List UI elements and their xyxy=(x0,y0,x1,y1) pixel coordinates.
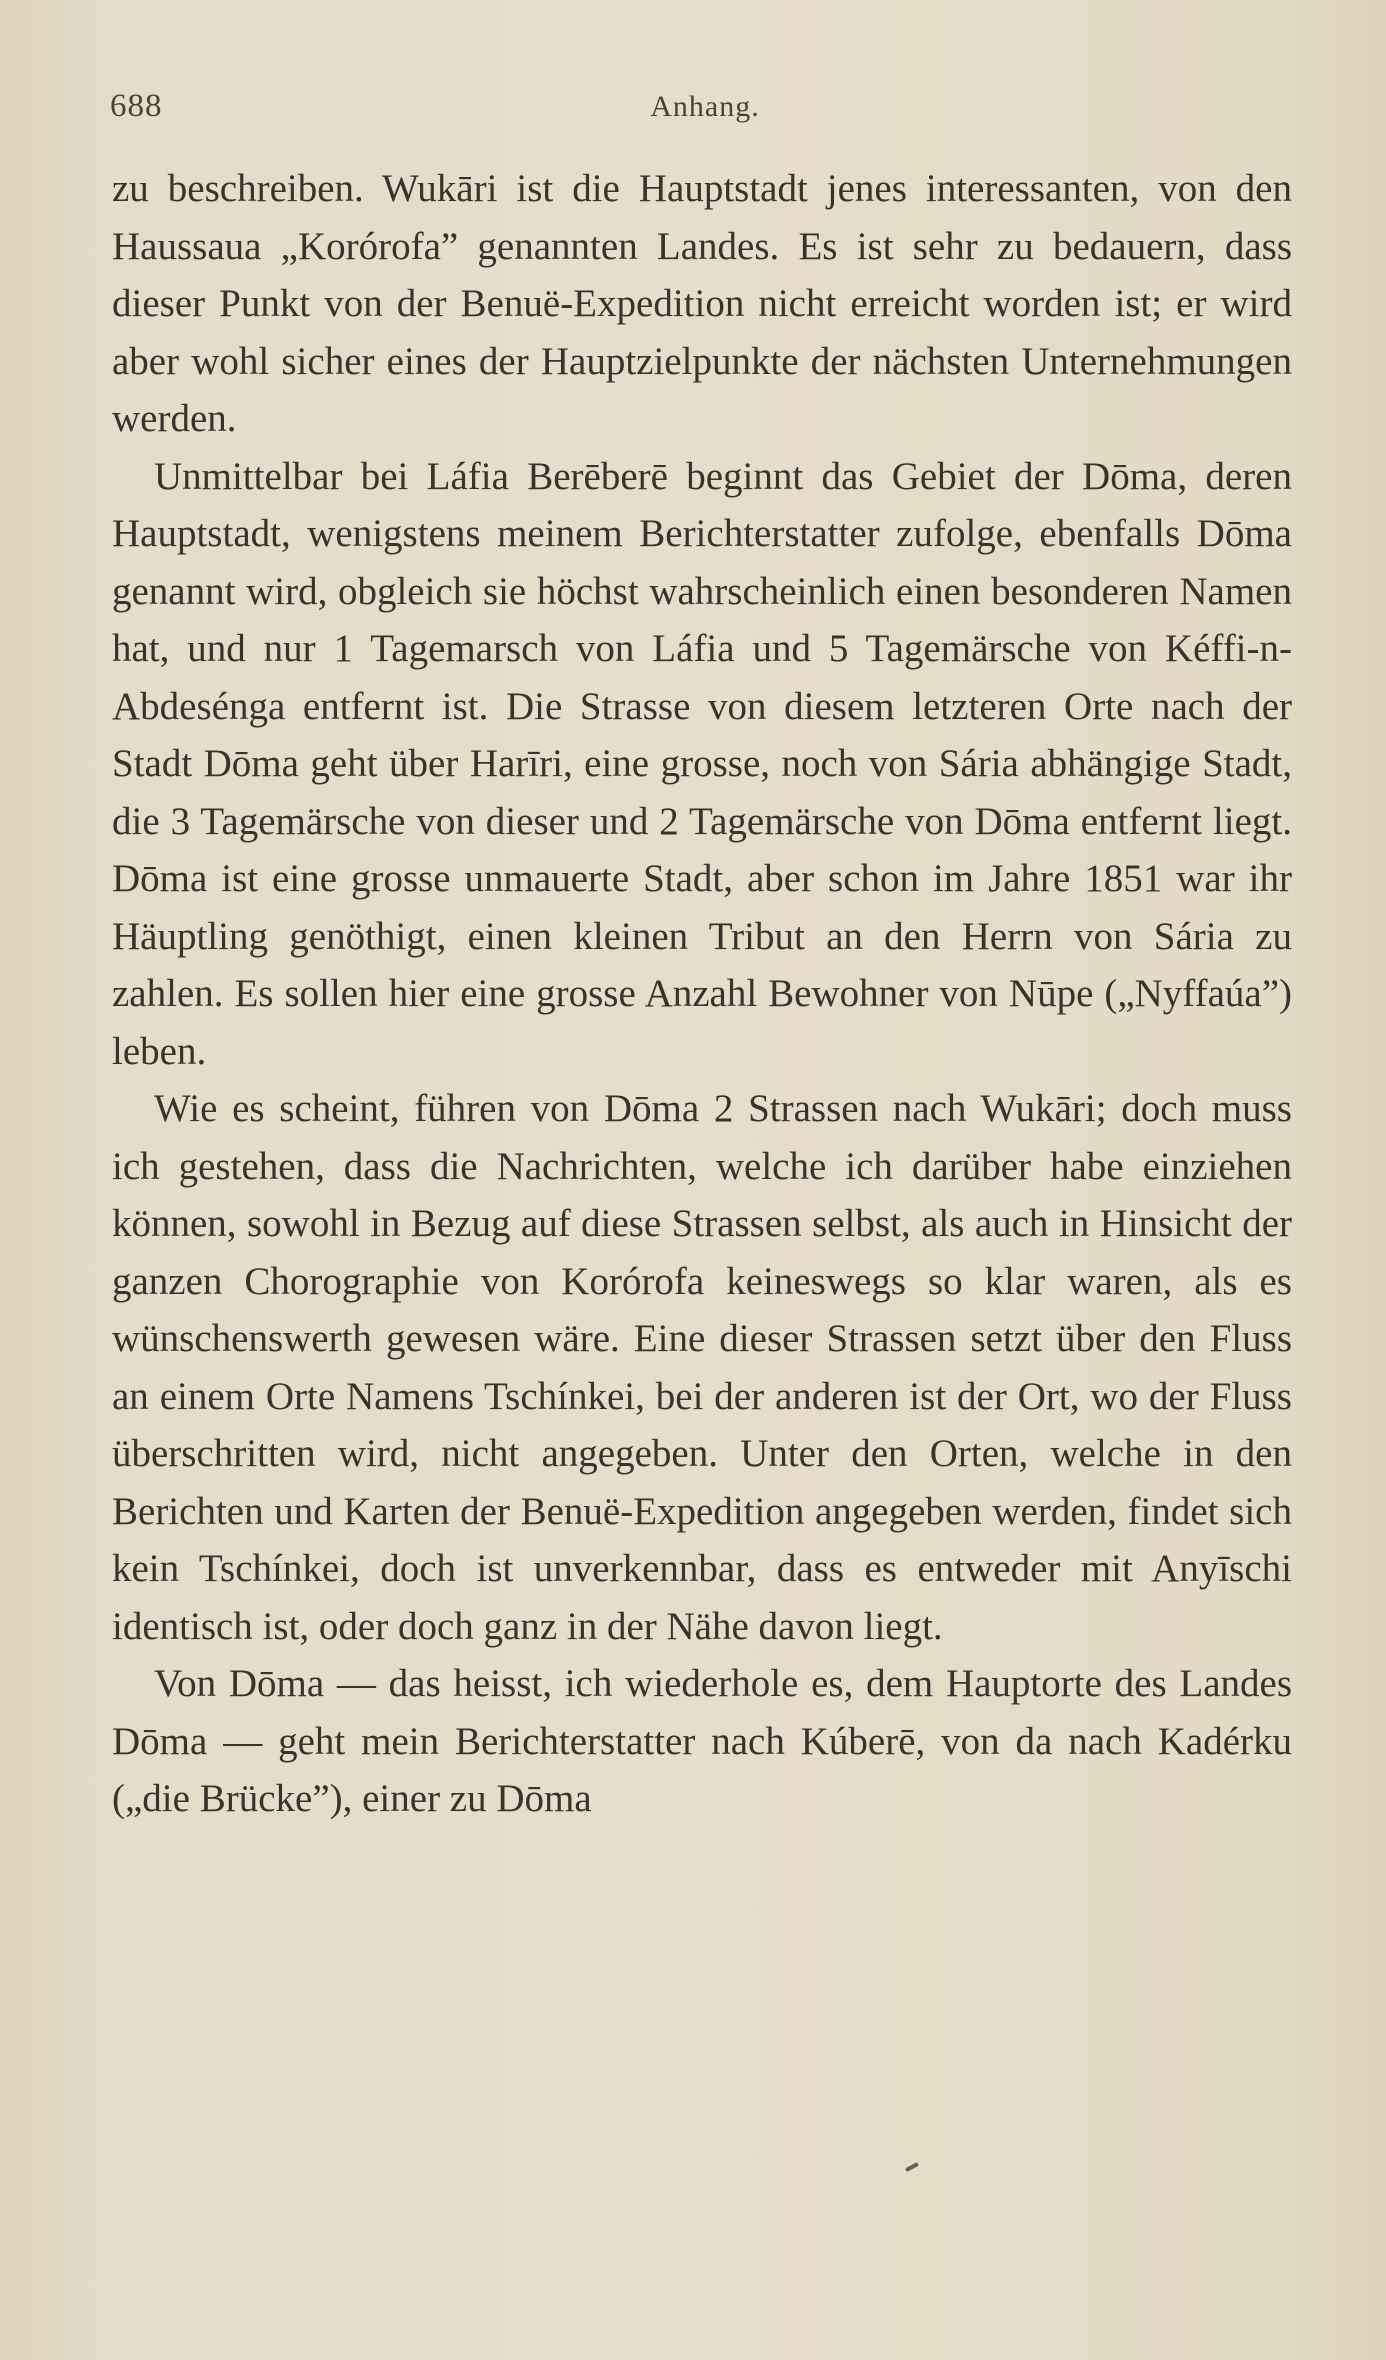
ink-mark xyxy=(905,2162,919,2172)
running-title: Anhang. xyxy=(650,90,760,123)
paragraph-4: Von Dōma — das heisst, ich wiederhole es, dem Hauptorte des Landes Dōma — geht mein Berichterstatter nach Kúberē, von da nach Kadérku („die Brücke”), einer zu Dōma xyxy=(112,1662,1292,1820)
page-number: 688 xyxy=(110,88,163,124)
paragraph-1: zu beschreiben. Wukāri ist die Hauptstadt jenes interessanten, von den Haussaua „Korórofa” genannten Landes. Es ist sehr zu bedauern, dass dieser Punkt von der Benuë-Expedition nicht erreicht worden ist; er wird aber wohl sicher eines der Hauptzielpunkte der nächsten Unternehmungen werden. xyxy=(112,167,1292,440)
paragraph-2: Unmittelbar bei Láfia Berēberē beginnt das Gebiet der Dōma, deren Hauptstadt, wenigstens meinem Berichterstatter zufolge, ebenfalls Dōma genannt wird, obgleich sie höchst wahrscheinlich einen besonderen Namen hat, und nur 1 Tagemarsch von Láfia und 5 Tagemärsche von Kéffi-n-Abdesénga entfernt ist. Die Strasse von diesem letzteren Orte nach der Stadt Dōma geht über Harīri, eine grosse, noch von Sária abhängige Stadt, die 3 Tagemärsche von dieser und 2 Tagemärsche von Dōma entfernt liegt. Dōma ist eine grosse unmauerte Stadt, aber schon im Jahre 1851 war ihr Häuptling genöthigt, einen kleinen Tribut an den Herrn von Sária zu zahlen. Es sollen hier eine grosse Anzahl Bewohner von Nūpe („Nyffaúa”) leben. xyxy=(112,454,1292,1073)
paragraph-3: Wie es scheint, führen von Dōma 2 Strassen nach Wukāri; doch muss ich gestehen, dass die Nachrichten, welche ich darüber habe einziehen können, sowohl in Bezug auf diese Strassen selbst, als auch in Hinsicht der ganzen Chorographie von Korórofa keineswegs so klar waren, als es wünschenswerth gewesen wäre. Eine dieser Strassen setzt über den Fluss an einem Orte Namens Tschínkei, bei der anderen ist der Ort, wo der Fluss überschritten wird, nicht angegeben. Unter den Orten, welche in den Berichten und Karten der Benuë-Expedition angegeben werden, findet sich kein Tschínkei, doch ist unverkennbar, dass es entweder mit Anyīschi identisch ist, oder doch ganz in der Nähe davon liegt. xyxy=(112,1087,1292,1648)
body-text xyxy=(112,160,1292,1828)
page-header xyxy=(110,80,1300,132)
